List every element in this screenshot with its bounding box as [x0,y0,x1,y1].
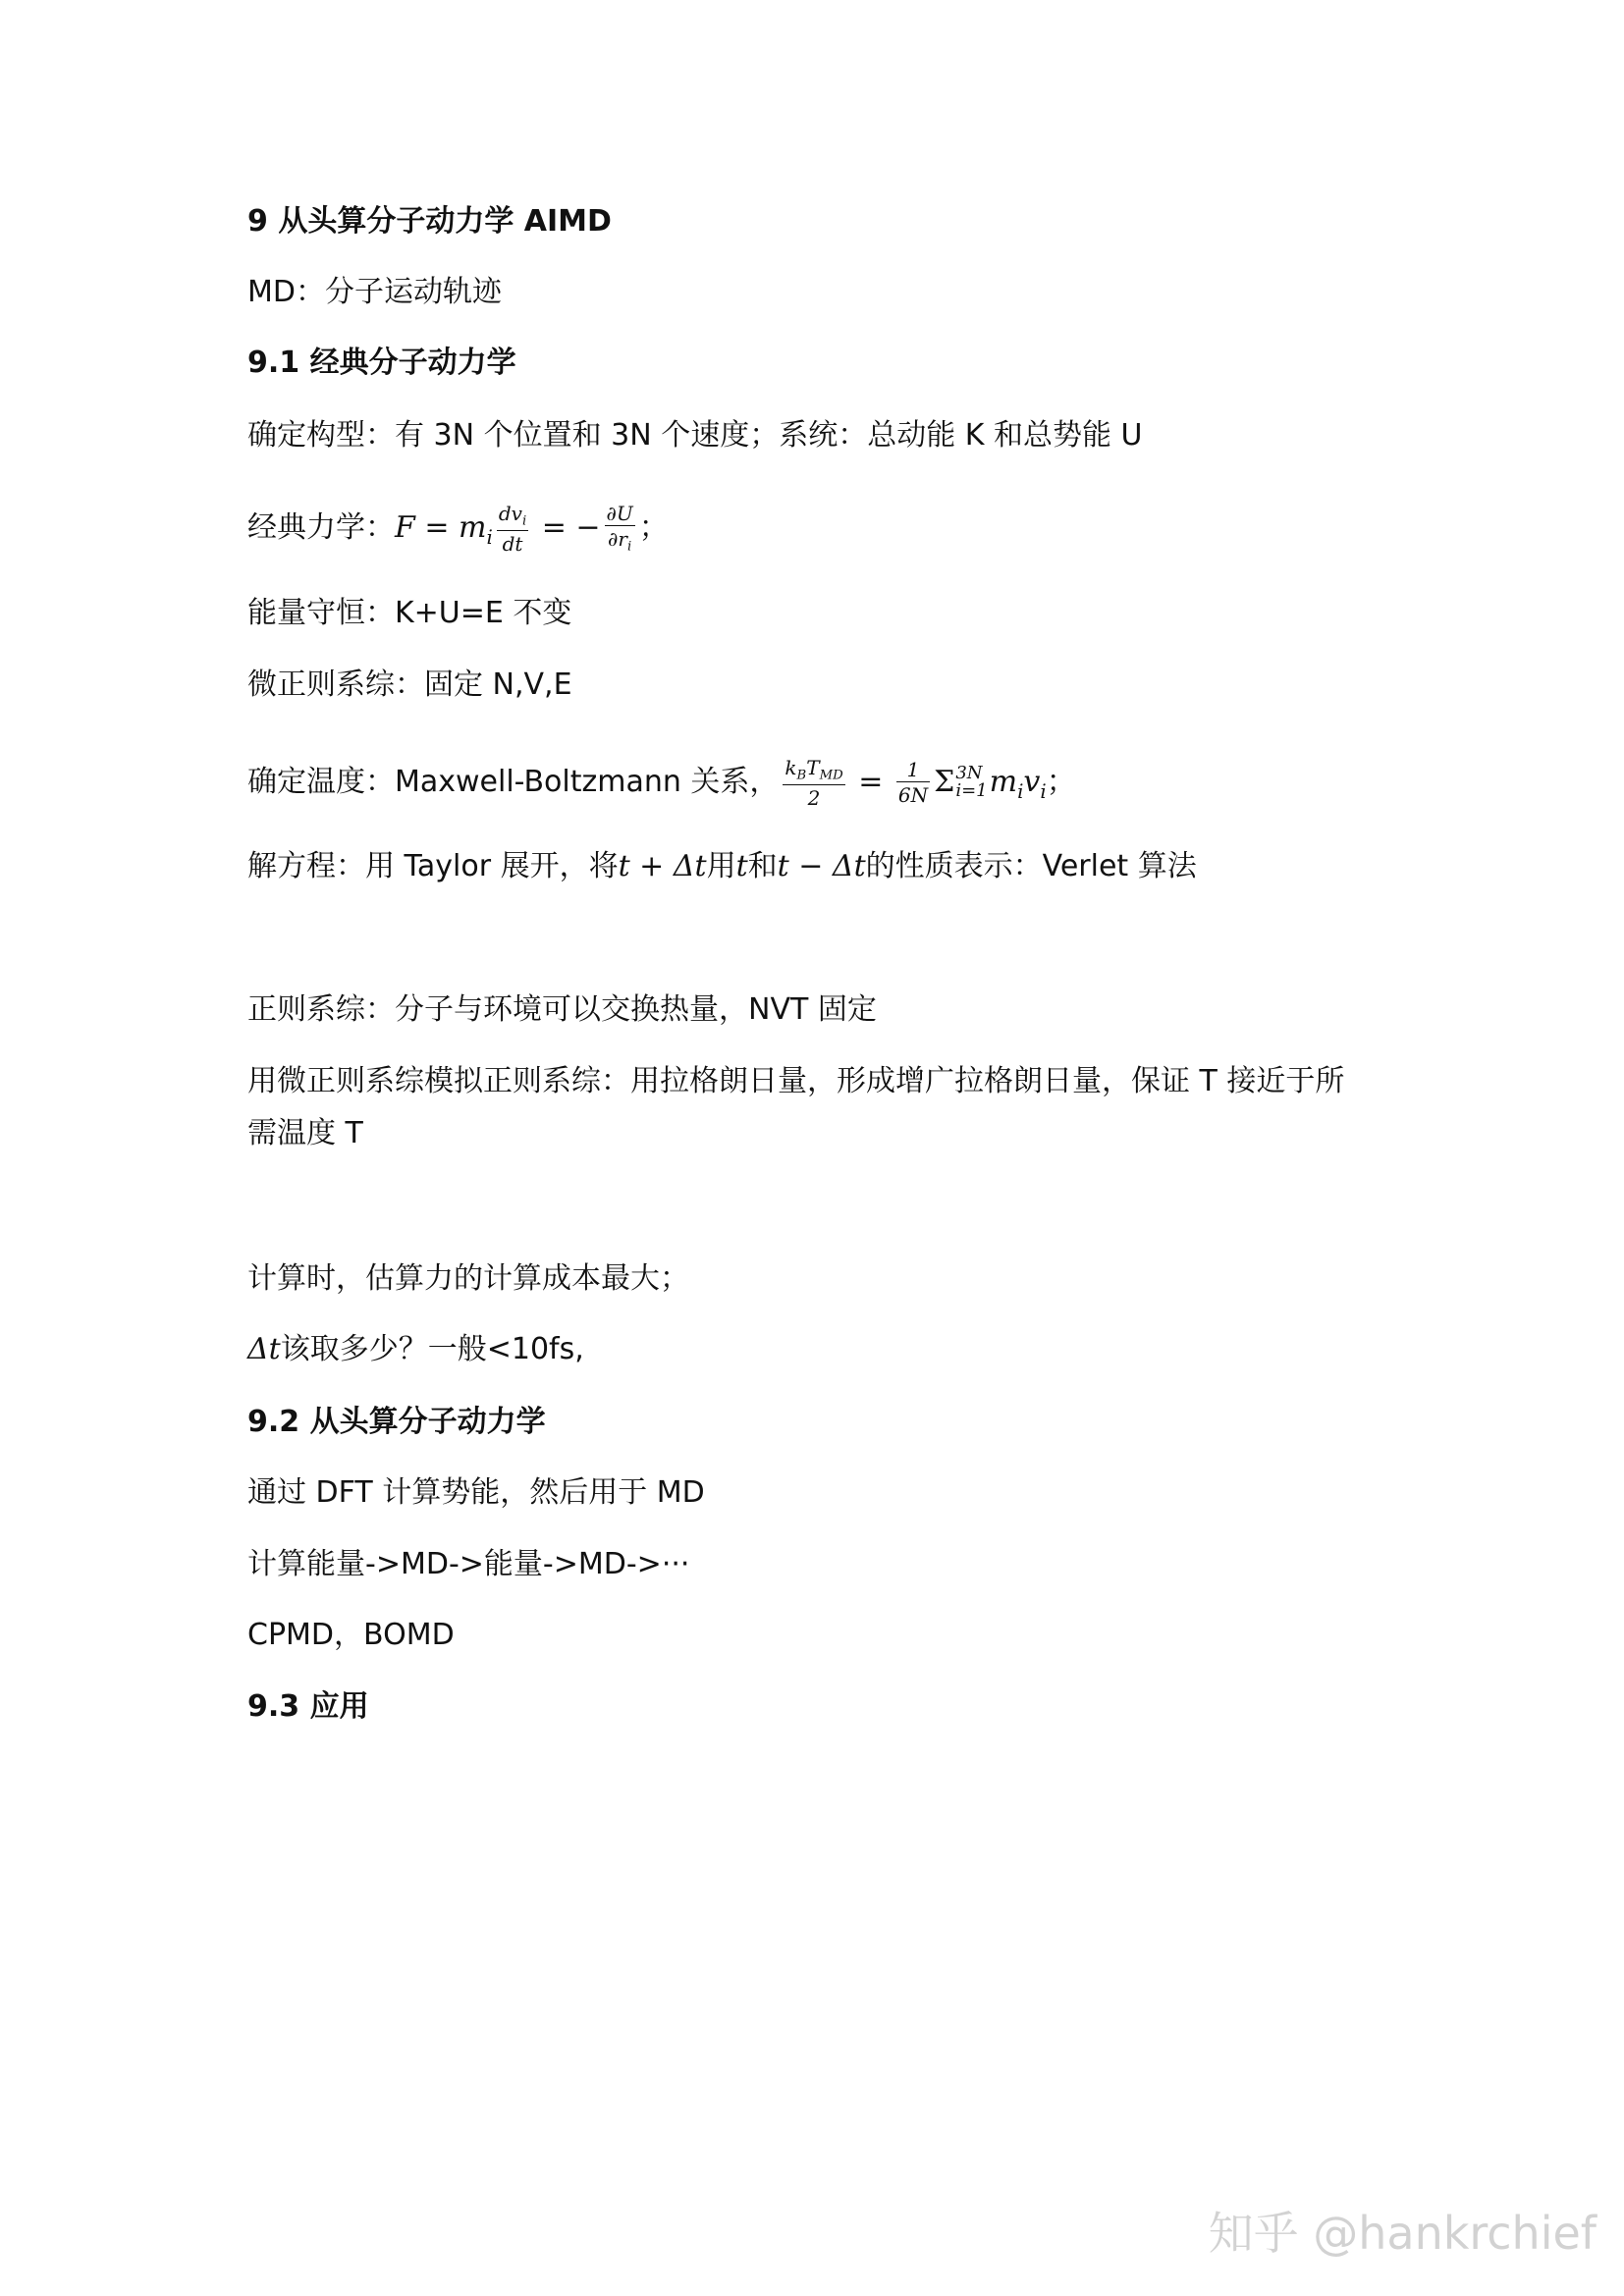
simulate-text-line1: 用微正则系综模拟正则系综：用拉格朗日量，形成增广拉格朗日量，保证 T 接近于所 [247,1064,1345,1098]
one-numerator: 1 [896,760,930,782]
kbt-fraction [783,758,844,808]
classical-mechanics-line [247,504,669,558]
equals-sign: = [414,509,460,545]
dr-subscript: i [626,539,632,555]
dt-denominator: dt [502,531,523,556]
sum-velocity: v [1023,764,1041,799]
temperature-end: ； [1046,764,1076,799]
section-9-3-heading: 9.3 应用 [247,1689,369,1724]
dt-question-line [247,1330,584,1369]
du-numerator: ∂U [606,502,633,525]
microcanonical-text: 微正则系综：固定 N,V,E [247,667,572,702]
sum-lower-limit: i=1 [955,780,988,802]
classical-mechanics-label: 经典力学： [247,509,395,545]
sigma-symbol: Σ [934,764,955,799]
loop-text: 计算能量->MD->能量->MD->··· [247,1547,690,1581]
t-minus-dt: t − Δt [777,849,866,883]
mass-subscript: i [486,525,493,549]
dv-dt-fraction [497,504,528,554]
classical-mechanics-end: ； [638,509,669,545]
temperature-equals: = [848,764,893,799]
delta-t-symbol: Δt [247,1332,281,1366]
t-subscript: MD [819,768,843,783]
configuration-text: 确定构型：有 3N 个位置和 3N 个速度；系统：总动能 K 和总势能 U [247,418,1143,453]
du-dr-fraction [605,504,635,554]
section-9-2-heading: 9.2 从头算分子动力学 [247,1405,546,1439]
sum-mass-subscript: i [1017,779,1024,803]
sum-upper-limit: 3N [955,763,983,784]
t-symbol: T [806,756,820,779]
section-9-heading: 9 从头算分子动力学 AIMD [247,204,612,239]
solve-equation-line [247,847,1197,886]
solve-part4: 的性质表示：Verlet 算法 [865,849,1197,883]
simulate-text-line2: 需温度 T [247,1116,363,1150]
sum-mass: m [989,764,1018,799]
force-symbol: F [395,509,415,545]
md-definition-text: MD：分子运动轨迹 [247,275,502,309]
sum-limits [955,765,987,800]
canonical-text: 正则系综：分子与环境可以交换热量，NVT 固定 [247,992,877,1027]
equals-minus: = − [532,509,601,545]
energy-conservation-text: 能量守恒：K+U=E 不变 [247,596,572,630]
methods-text: CPMD，BOMD [247,1618,455,1652]
sum-velocity-subscript: i [1040,779,1047,803]
dv-numerator: dv [498,502,522,525]
cost-text: 计算时，估算力的计算成本最大； [247,1261,689,1296]
two-denominator: 2 [807,785,821,810]
temperature-label: 确定温度：Maxwell-Boltzmann 关系， [247,764,780,799]
zhihu-watermark: 知乎 @hankrchief [1208,2207,1597,2260]
temperature-line [247,758,1076,812]
6n-denominator: 6N [897,783,929,808]
dv-subscript: i [521,513,527,529]
dr-denominator: ∂r [608,527,627,551]
kb-symbol: k [785,756,797,779]
solve-part1: 解方程：用 Taylor 展开，将 [247,849,619,883]
one-over-6n-fraction [896,758,930,808]
t-plus-dt: t + Δt [618,849,707,883]
t-symbol-inline: t [735,849,748,883]
solve-part3: 和 [747,849,778,883]
dt-question-text: 该取多少？一般<10fs, [280,1332,584,1366]
solve-part2: 用 [706,849,736,883]
section-9-1-heading: 9.1 经典分子动力学 [247,346,516,380]
kb-subscript: B [796,768,807,783]
dft-text: 通过 DFT 计算势能，然后用于 MD [247,1475,705,1510]
mass-symbol: m [459,509,487,545]
